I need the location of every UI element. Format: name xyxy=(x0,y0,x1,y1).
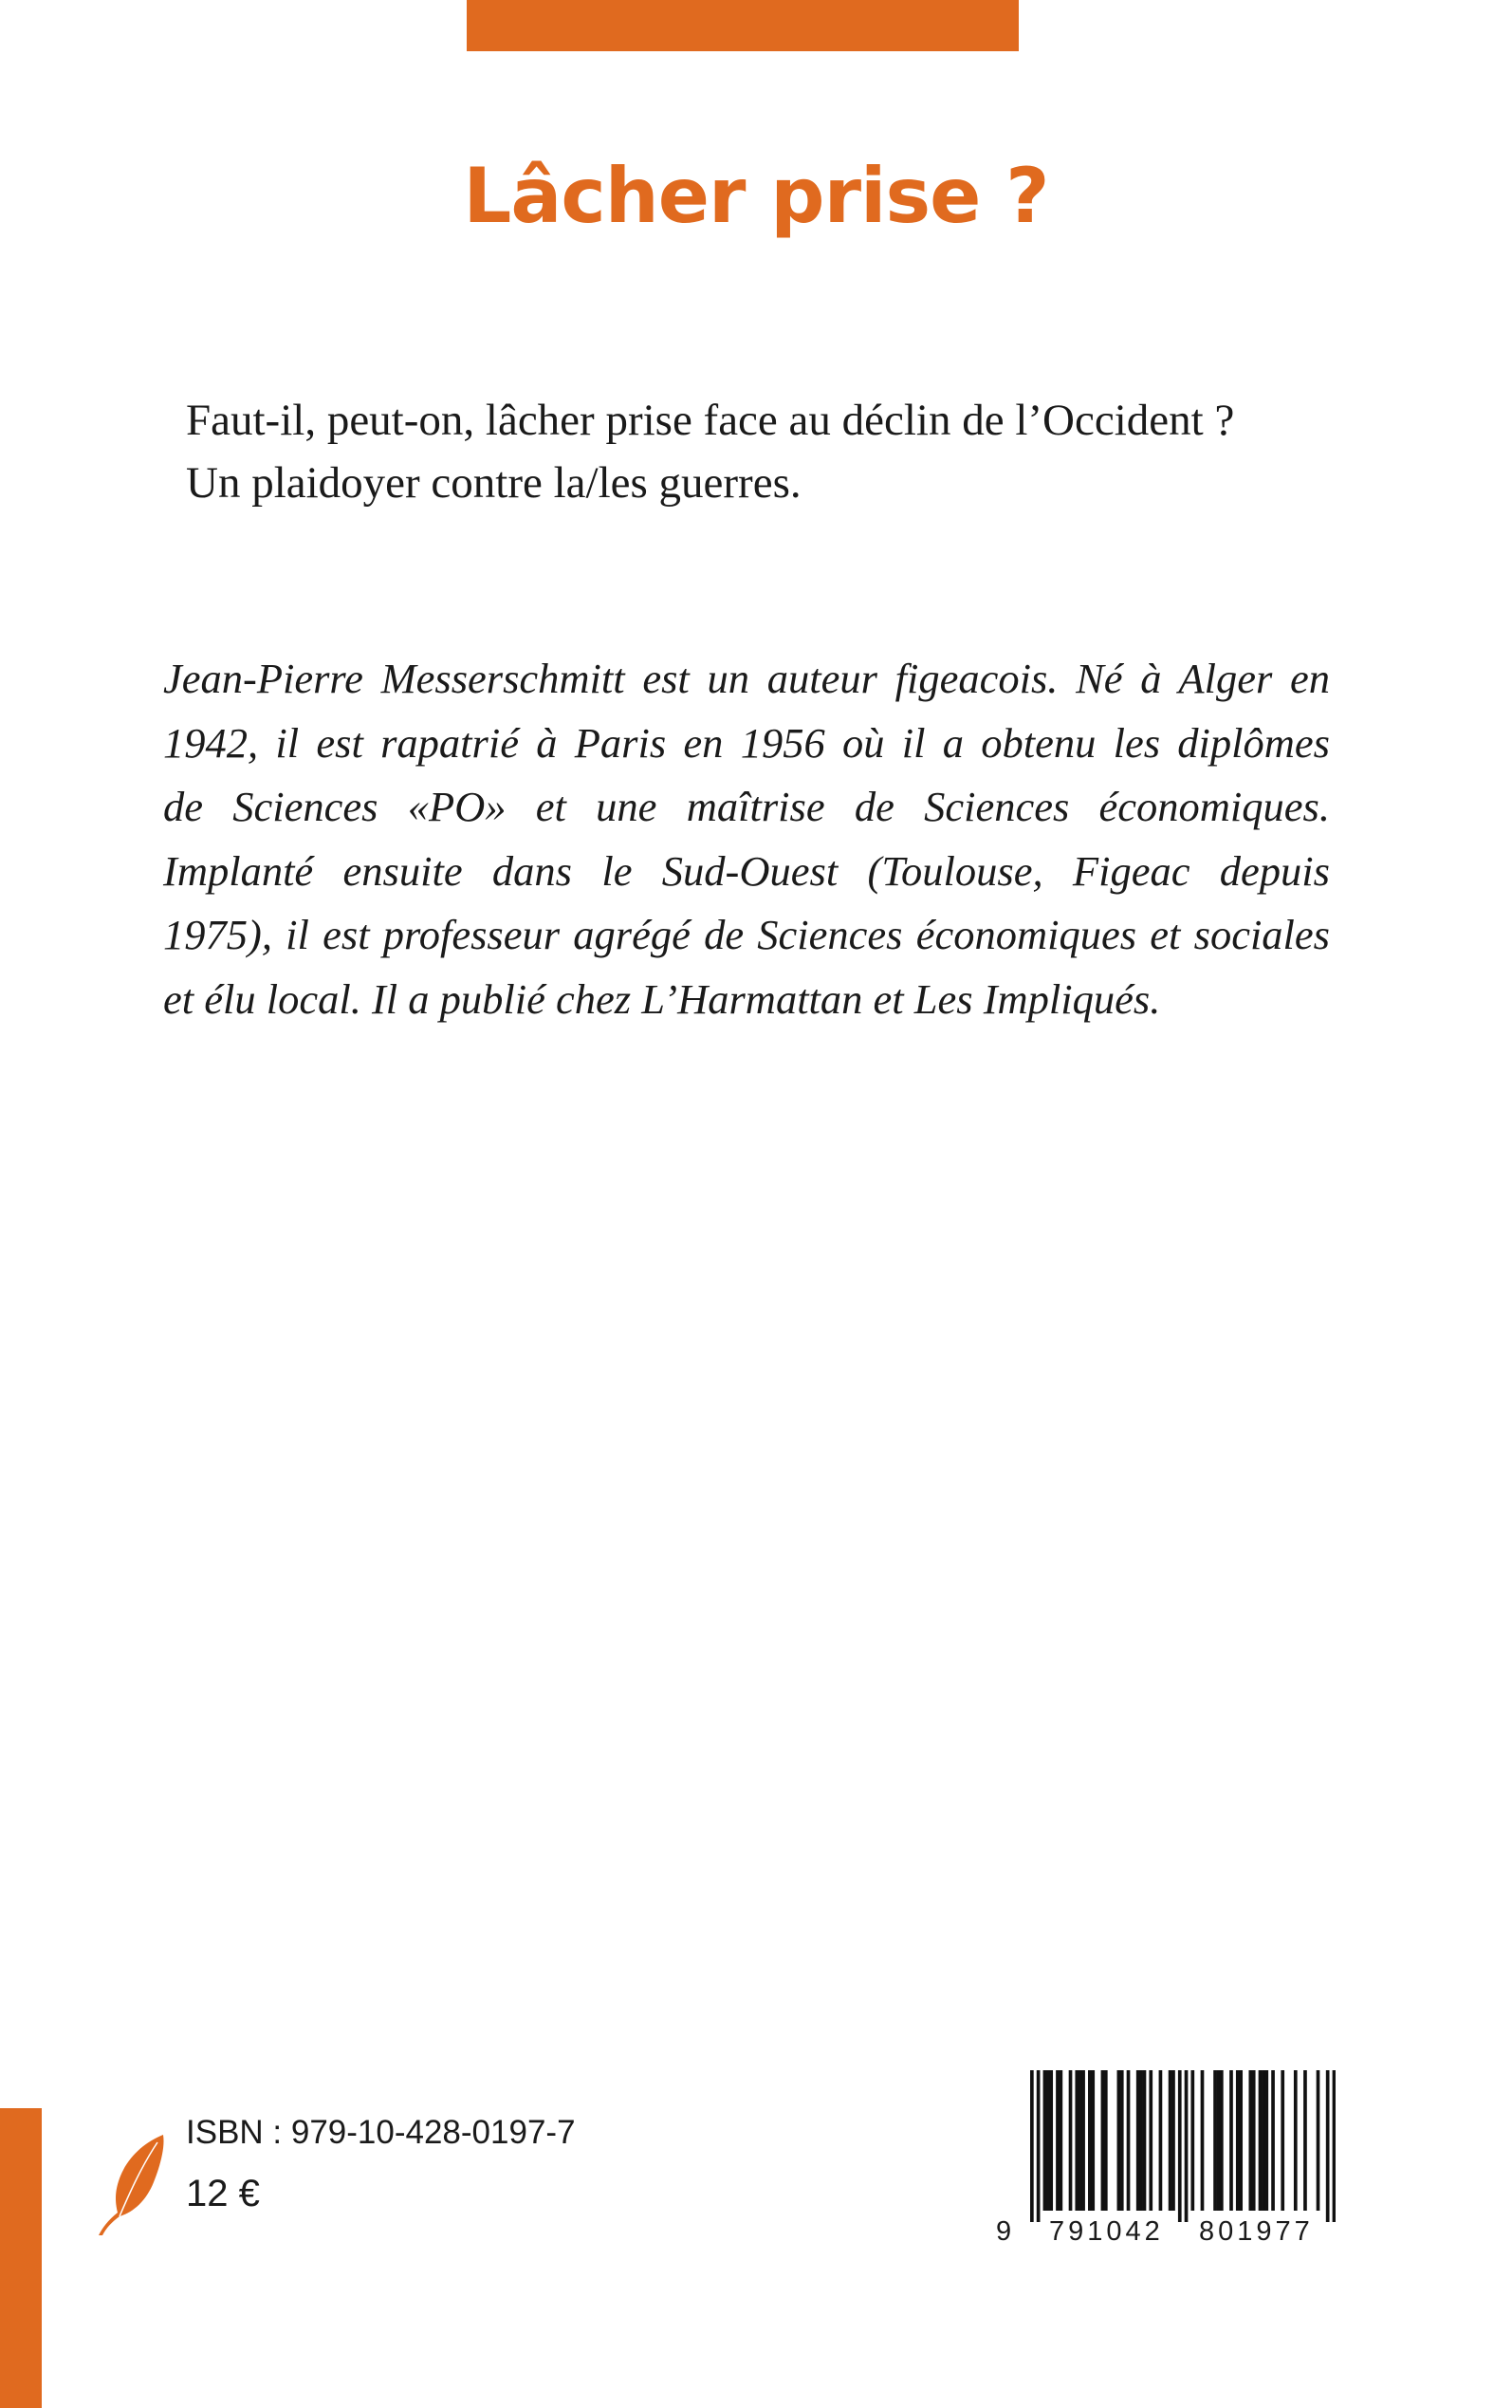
barcode-bar xyxy=(1149,2070,1152,2211)
barcode-bar xyxy=(1333,2070,1336,2222)
barcode-bar xyxy=(1101,2070,1105,2211)
bio-line: de Sciences «PO» et une maîtrise de Sciences économiques. xyxy=(163,783,1330,830)
barcode-left-digits: 791042 xyxy=(1049,2216,1164,2247)
barcode-bar xyxy=(1037,2070,1041,2222)
side-accent-bar xyxy=(0,2108,42,2408)
book-pitch xyxy=(186,389,1362,514)
barcode-bar xyxy=(1056,2070,1060,2211)
barcode-bar xyxy=(1091,2070,1095,2211)
barcode-bar xyxy=(1213,2070,1217,2211)
feather-icon xyxy=(95,2133,171,2237)
barcode-bar xyxy=(1201,2070,1205,2211)
barcode-bar xyxy=(1239,2070,1243,2211)
barcode-bar xyxy=(1136,2070,1140,2211)
author-bio xyxy=(163,647,1330,1031)
barcode-bar xyxy=(1159,2070,1163,2211)
bio-line: 1942, il est rapatrié à Paris en 1956 où il a obtenu les diplômes xyxy=(163,718,1330,767)
barcode-bar xyxy=(1259,2070,1263,2211)
barcode xyxy=(985,2053,1349,2273)
barcode-bar xyxy=(1169,2070,1172,2211)
bio-line: Jean-Pierre Messerschmitt est un auteur figeacois. Né à Alger en xyxy=(163,655,1330,702)
barcode-bar xyxy=(1060,2070,1063,2211)
barcode-bar xyxy=(1317,2070,1320,2211)
barcode-bar xyxy=(1104,2070,1108,2211)
barcode-bar xyxy=(1139,2070,1143,2211)
barcode-bar xyxy=(1264,2070,1268,2211)
barcode-bars xyxy=(1030,2070,1336,2222)
bio-line: et élu local. Il a publié chez L’Harmattan et Les Impliqués. xyxy=(163,974,1161,1023)
barcode-bar xyxy=(1185,2070,1189,2222)
barcode-bar xyxy=(1252,2070,1256,2211)
barcode-bar xyxy=(1171,2070,1175,2211)
barcode-bar xyxy=(1217,2070,1221,2211)
barcode-bar xyxy=(1075,2070,1079,2211)
barcode-bar xyxy=(1030,2070,1034,2222)
barcode-bar xyxy=(1081,2070,1085,2211)
isbn-label: ISBN : 979-10-428-0197-7 xyxy=(186,2114,576,2151)
barcode-bar xyxy=(1049,2070,1053,2211)
barcode-right-digits: 801977 xyxy=(1199,2216,1314,2247)
bio-line: 1975), il est professeur agrégé de Sciences économiques et sociales xyxy=(163,911,1330,958)
barcode-bar xyxy=(1079,2070,1082,2211)
top-accent-bar xyxy=(467,0,1019,51)
barcode-bar xyxy=(1262,2070,1265,2211)
barcode-bar xyxy=(1120,2070,1124,2211)
price-label: 12 € xyxy=(186,2173,260,2214)
barcode-bar xyxy=(1229,2070,1233,2211)
barcode-bar xyxy=(1248,2070,1252,2211)
barcode-bar xyxy=(1043,2070,1047,2211)
barcode-bar xyxy=(1303,2070,1307,2211)
barcode-bar xyxy=(1178,2070,1182,2222)
barcode-bar xyxy=(1326,2070,1330,2222)
barcode-bar xyxy=(1236,2070,1240,2211)
barcode-bar xyxy=(1117,2070,1121,2211)
barcode-bar xyxy=(1088,2070,1092,2211)
barcode-bar xyxy=(1046,2070,1050,2211)
book-title: Lâcher prise ? xyxy=(463,152,1049,240)
barcode-bar xyxy=(1190,2070,1194,2211)
barcode-bar xyxy=(1294,2070,1298,2211)
barcode-bar xyxy=(1069,2070,1073,2211)
barcode-bar xyxy=(1143,2070,1147,2211)
barcode-bar xyxy=(1281,2070,1284,2211)
pitch-line: Un plaidoyer contre la/les guerres. xyxy=(186,458,802,508)
barcode-bar xyxy=(1220,2070,1224,2211)
bio-line: Implanté ensuite dans le Sud-Ouest (Toulouse, Figeac depuis xyxy=(163,846,1330,895)
barcode-lead-digit: 9 xyxy=(996,2216,1012,2247)
barcode-bar xyxy=(1271,2070,1275,2211)
pitch-line: Faut-il, peut-on, lâcher prise face au déclin de l’Occident ? xyxy=(186,396,1235,445)
barcode-bar xyxy=(1127,2070,1131,2211)
